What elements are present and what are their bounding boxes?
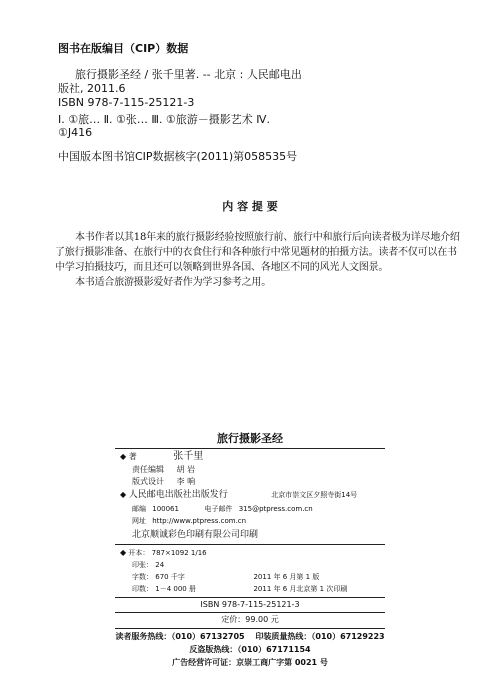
email: 315@ptpress.com.cn [238, 505, 313, 513]
printer: 北京顺诚彩色印刷有限公司印刷 [132, 530, 259, 540]
editor-label: 责任编辑 [132, 465, 164, 474]
format: 787×1092 1/16 [151, 549, 207, 557]
piracy-hotline: 反盗版热线：（010）67171154 [189, 645, 311, 654]
author-row [120, 452, 203, 462]
author-name: 张千里 [173, 451, 204, 462]
editor-row [132, 465, 195, 475]
summary-paragraph: 本书作者以其18年来的旅行摄影经验按照旅行前、旅行中和旅行后向读者极为详尽地介绍了旅行摄影准备、在旅行中的衣食住行和各种旅行中常见题材的拍摄方法。读者不仅可以在书中学习拍摄技巧，而且还可以领略到世界各国、各地区不同的风光人文图景。 [55, 232, 460, 273]
summary-audience: 本书适合旅游摄影爱好者作为学习参考之用。 [75, 277, 271, 288]
service-hotline: 读者服务热线：（010）67132705 [115, 632, 245, 641]
colophon-title: 旅行摄影圣经 [217, 432, 283, 445]
website-row [132, 516, 246, 526]
copies: 1－4 000 册 [155, 585, 196, 593]
website: http://www.ptpress.com.cn [152, 517, 247, 525]
website-label: 网址 [132, 517, 146, 525]
edition: 2011 年 6 月第 1 版 [253, 573, 320, 581]
sheets-label: 印张： [132, 561, 153, 569]
price: 99.00 元 [245, 615, 279, 624]
printing: 2011 年 6 月北京第 1 次印刷 [253, 585, 348, 593]
sheets-row [132, 560, 164, 570]
summary-heading: 内 容 提 要 [222, 200, 278, 213]
cip-heading: 图书在版编目（CIP）数据 [58, 42, 189, 55]
colophon-price-rule [115, 612, 385, 613]
cip-classification-line: Ⅰ. ①旅… Ⅱ. ①张… Ⅲ. ①旅游－摄影艺术 Ⅳ. [58, 113, 270, 126]
publisher-address: 北京市崇文区夕照寺街14号 [271, 491, 358, 499]
publisher: 人民邮电出版社出版发行 [128, 490, 228, 500]
postcode-label: 邮编 [132, 505, 146, 513]
words-label: 字数： [132, 573, 153, 581]
email-label: 电子邮件 [204, 505, 233, 513]
words-row [132, 572, 319, 582]
copies-row [132, 584, 347, 594]
cip-title-line: 旅行摄影圣经 / 张千里著. -- 北京 : 人民邮电出 [75, 68, 302, 81]
cip-data-number: 中国版本图书馆CIP数据核字(2011)第058535号 [58, 150, 298, 163]
colophon-mid-rule [115, 544, 385, 545]
cip-publisher-line: 版社, 2011.6 [58, 82, 126, 95]
postcode: 100061 [152, 505, 179, 513]
editor-name: 胡 岩 [176, 465, 196, 474]
designer-name: 李 响 [176, 477, 196, 486]
postcode-row [132, 504, 313, 514]
quality-hotline: 印装质量热线：（010）67129223 [255, 632, 385, 641]
colophon-bottom-rule [115, 628, 385, 629]
copies-label: 印数： [132, 585, 153, 593]
designer-label: 版式设计 [132, 477, 164, 486]
bullet-icon: ◆ [120, 452, 127, 461]
price-row [0, 615, 500, 625]
publisher-row [120, 490, 357, 500]
words: 670 千字 [155, 573, 185, 581]
sheets: 24 [155, 561, 165, 569]
cip-classification-line-2: ①J416 [58, 126, 93, 139]
author-label: 著 [128, 452, 137, 461]
colophon-top-rule [115, 448, 385, 449]
colophon-isbn-rule [115, 597, 385, 598]
advertising-license: 广告经营许可证：京崇工商广字第 0021 号 [172, 658, 328, 667]
designer-row [132, 477, 195, 487]
format-label: 开本： [128, 549, 150, 557]
cip-isbn-line: ISBN 978-7-115-25121-3 [58, 96, 195, 109]
format-row [120, 548, 207, 558]
bullet-icon: ◆ [120, 548, 127, 557]
colophon-isbn: ISBN 978-7-115-25121-3 [200, 600, 300, 609]
price-label: 定价： [221, 615, 246, 624]
bullet-icon: ◆ [120, 490, 127, 499]
hotline-row [0, 632, 500, 642]
